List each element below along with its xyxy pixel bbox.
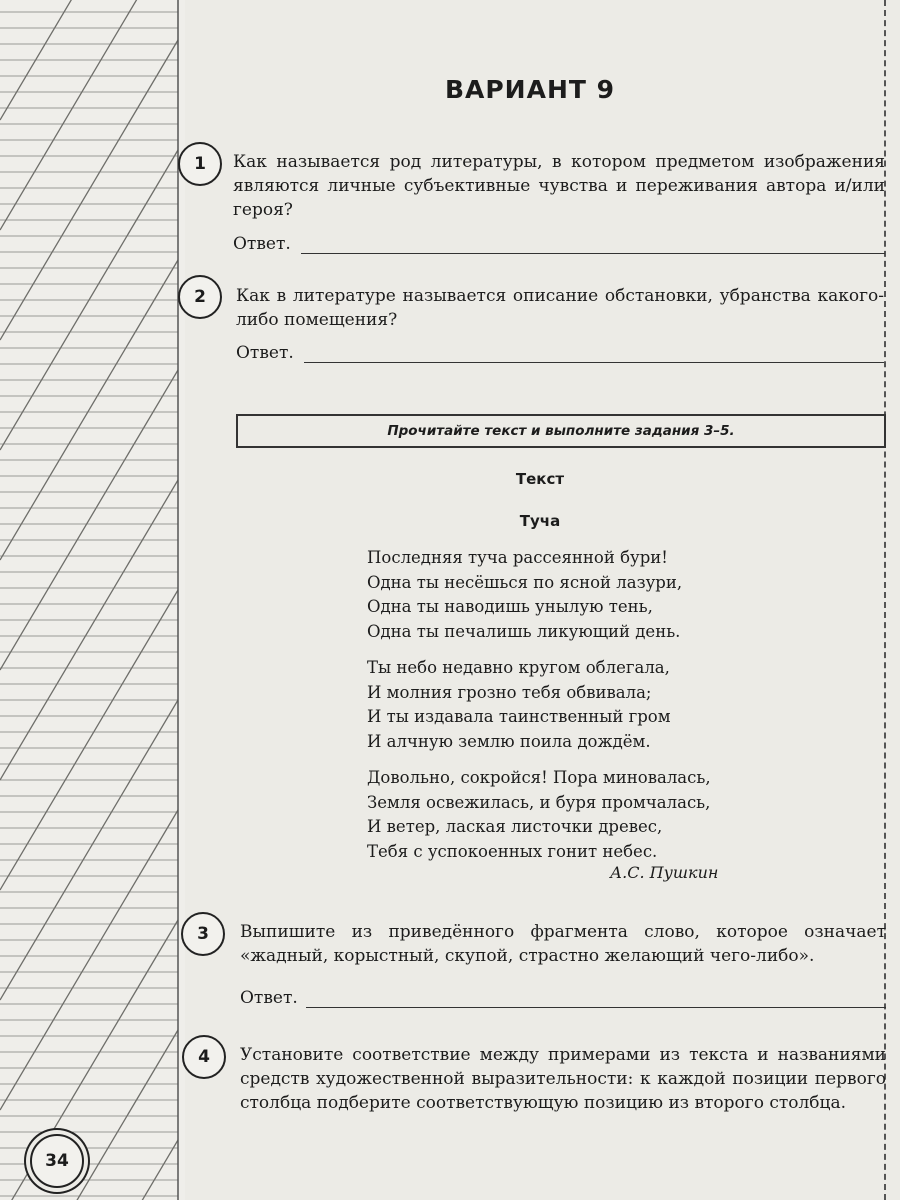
margin-diagonal-line: [0, 810, 178, 1110]
cut-line: [884, 0, 900, 1200]
question-number-3: 3: [181, 912, 225, 956]
question-number-2: 2: [178, 275, 222, 319]
margin-lines-graphic: [0, 0, 185, 1200]
poem-line: Последняя туча рассеянной бури!: [367, 548, 668, 567]
answer-field-1[interactable]: [233, 234, 885, 258]
poem-line: Одна ты несёшься по ясной лазури,: [367, 572, 683, 592]
poem-line: Ты небо недавно кругом облегала,: [367, 658, 670, 677]
answer-field-2[interactable]: [236, 343, 884, 367]
answer-line-2[interactable]: [304, 362, 884, 363]
poem-line: И алчную землю поила дождём.: [367, 731, 651, 751]
question-number-1: 1: [178, 142, 222, 186]
question-text-3: Выпишите из приведённого фрагмента слово, которое означает «жадный, корыстный, скупой, страстно желающий чего-либо».: [240, 922, 886, 966]
question-number-4: 4: [182, 1035, 226, 1079]
poem-line: И ты издавала таинственный гром: [367, 707, 671, 726]
margin-diagonal-line: [0, 480, 178, 780]
poem-title: Туча: [519, 512, 561, 530]
instruction-box: Прочитайте текст и выполните задания 3–5.: [236, 414, 886, 448]
answer-line-3[interactable]: [306, 1007, 886, 1008]
poem: [367, 546, 711, 876]
poem-line: Тебя с успокоенных гонит небес.: [367, 841, 658, 861]
question-text-2: Как в литературе называется описание обстановки, убранства какого-либо помещения?: [236, 286, 884, 330]
margin-diagonal-line: [0, 700, 178, 1000]
answer-label-3: Ответ.: [240, 988, 298, 1008]
answer-field-3[interactable]: [240, 988, 886, 1012]
poem-author: А.С. Пушкин: [610, 863, 719, 882]
poem-line: Земля освежилась, и буря промчалась,: [367, 792, 711, 812]
poem-stanza-3: [367, 766, 711, 864]
poem-stanza-2: [367, 656, 711, 754]
poem-line: Довольно, сокройся! Пора миновалась,: [367, 768, 711, 787]
margin-diagonal-line: [0, 590, 178, 890]
page-number: 34: [30, 1134, 84, 1188]
page-title: ВАРИАНТ 9: [444, 75, 616, 104]
margin-diagonal-line: [0, 370, 178, 670]
margin-diagonal-line: [0, 260, 178, 560]
margin-diagonal-line: [0, 1140, 178, 1200]
answer-label-2: Ответ.: [236, 343, 294, 363]
question-text-4: Установите соответствие между примерами из текста и названиями средств художественной выразительности: к каждой позиции первого столбца подберите соответствующую позицию из второго столбца.: [240, 1045, 886, 1113]
poem-stanza-1: [367, 546, 711, 644]
question-text-1: Как называется род литературы, в котором предметом изображения являются личные субъективные чувства и переживания автора и/или героя?: [233, 152, 885, 220]
poem-line: И ветер, лаская листочки древес,: [367, 817, 663, 836]
poem-line: И молния грозно тебя обвивала;: [367, 682, 652, 702]
ruled-margin: [0, 0, 185, 1200]
text-heading: Текст: [515, 470, 565, 488]
margin-diagonal-line: [0, 920, 178, 1200]
answer-line-1[interactable]: [301, 253, 885, 254]
margin-diagonal-line: [0, 40, 178, 340]
poem-line: Одна ты наводишь унылую тень,: [367, 597, 653, 616]
poem-line: Одна ты печалишь ликующий день.: [367, 621, 681, 641]
answer-label-1: Ответ.: [233, 234, 291, 254]
